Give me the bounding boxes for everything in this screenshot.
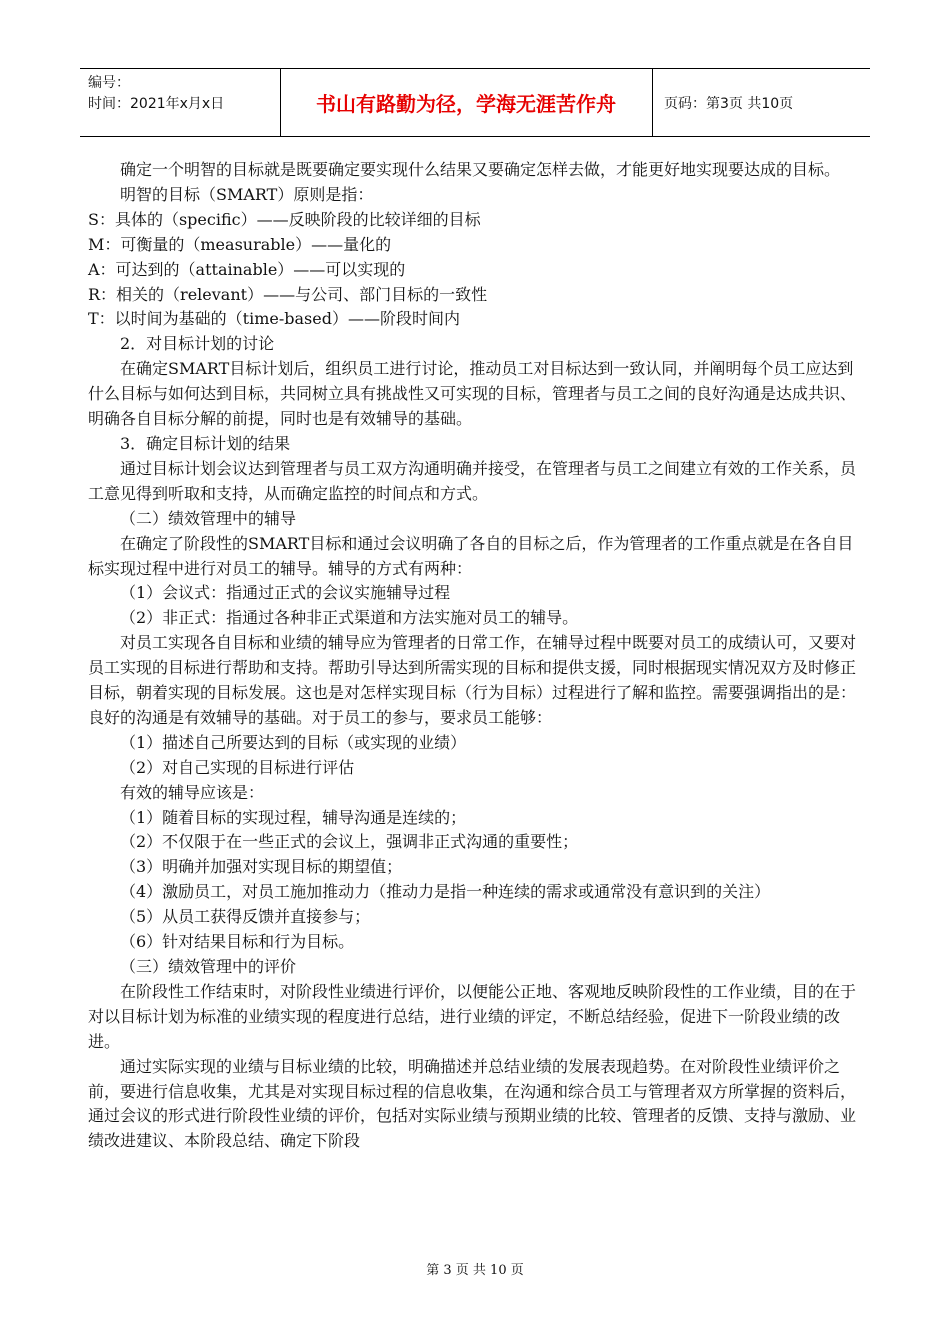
paragraph: 有效的辅导应该是： [120,782,265,802]
paragraph: 在阶段性工作结束时，对阶段性业绩进行评价，以便能公正地、客观地反映阶段性的工作业绩，目的在于对以目标计划为标准的业绩实现的程度进行总结，进行业绩的评定，不断总结经验，促进下一阶段业绩的改进。 [88,981,857,1051]
paragraph: A：可达到的（attainable）——可以实现的 [88,259,406,279]
paragraph: 在确定了阶段性的SMART目标和通过会议明确了各自的目标之后，作为管理者的工作重点就是在各自目标实现过程中进行对员工的辅导。辅导的方式有两种： [88,533,854,578]
paragraph: 2．对目标计划的讨论 [120,334,275,354]
paragraph: 对员工实现各自目标和业绩的辅导应为管理者的日常工作，在辅导过程中既要对员工的成绩认可，又要对员工实现的目标进行帮助和支持。帮助引导达到所需实现的目标和提供支援，同时根据现实情况双方及时修正目标，朝着实现的目标发展。这也是对怎样实现目标（行为目标）过程进行了解和监控。需要强调指出的是：良好的沟通是有效辅导的基础。对于员工的参与，要求员工能够： [88,633,857,727]
document-number-label: 编号： [88,75,130,91]
paragraph: （4）激励员工，对员工施加推动力（推动力是指一种连续的需求或通常没有意识到的关注） [120,882,771,902]
paragraph: （二）绩效管理中的辅导 [120,508,297,528]
paragraph: （1）随着目标的实现过程，辅导沟通是连续的； [120,807,467,827]
paragraph: （1）会议式：指通过正式的会议实施辅导过程 [120,583,451,603]
paragraph: M：可衡量的（measurable）——量化的 [88,234,392,254]
header-meta-cell [80,69,281,136]
paragraph: （2）不仅限于在一些正式的会议上，强调非正式沟通的重要性； [120,832,579,852]
paragraph: 在确定SMART目标计划后，组织员工进行讨论，推动员工对目标达到一致认同，并阐明每个员工应达到什么目标与如何达到目标，共同树立具有挑战性又可实现的目标，管理者与员工之间的良好沟通是达成共识、明确各自目标分解的前提，同时也是有效辅导的基础。 [88,359,857,429]
paragraph: 通过实际实现的业绩与目标业绩的比较，明确描述并总结业绩的发展表现趋势。在对阶段性业绩评价之前，要进行信息收集，尤其是对实现目标过程的信息收集，在沟通和综合员工与管理者双方所掌握的资料后，通过会议的形式进行阶段性业绩的评价，包括对实际业绩与预期业绩的比较、管理者的反馈、支持与激励、业绩改进建议、本阶段总结、确定下阶段 [88,1056,857,1151]
paragraph: 确定一个明智的目标就是既要确定要实现什么结果又要确定怎样去做，才能更好地实现要达成的目标。 [120,160,841,179]
paragraph: （2）对自己实现的目标进行评估 [120,757,355,777]
paragraph: （3）明确并加强对实现目标的期望值； [120,857,403,877]
paragraph: （2）非正式：指通过各种非正式渠道和方法实施对员工的辅导。 [120,608,579,628]
paragraph: S：具体的（specific）——反映阶段的比较详细的目标 [88,209,481,229]
paragraph: （三）绩效管理中的评价 [120,957,297,976]
paragraph: R：相关的（relevant）——与公司、部门目标的一致性 [88,284,488,304]
header-page-info: 页码：第3页 共10页 [664,96,794,112]
paragraph: 通过目标计划会议达到管理者与员工双方沟通明确并接受，在管理者与员工之间建立有效的工作关系，员工意见得到听取和支持，从而确定监控的时间点和方式。 [88,458,857,503]
page-header [80,68,870,137]
paragraph: （1）描述自己所要达到的目标（或实现的业绩） [120,732,467,752]
paragraph: 3．确定目标计划的结果 [120,433,291,453]
header-motto: 书山有路勤为径，学海无涯苦作舟 [280,69,653,136]
paragraph: T：以时间为基础的（time-based）——阶段时间内 [88,309,460,329]
paragraph: 明智的目标（SMART）原则是指： [120,184,374,204]
paragraph: （6）针对结果目标和行为目标。 [120,932,355,952]
document-time-label: 时间：2021年x月x日 [88,96,225,112]
paragraph: （5）从员工获得反馈并直接参与； [120,907,371,927]
document-body [88,158,862,1154]
page-footer: 第 3 页 共 10 页 [426,1263,524,1278]
